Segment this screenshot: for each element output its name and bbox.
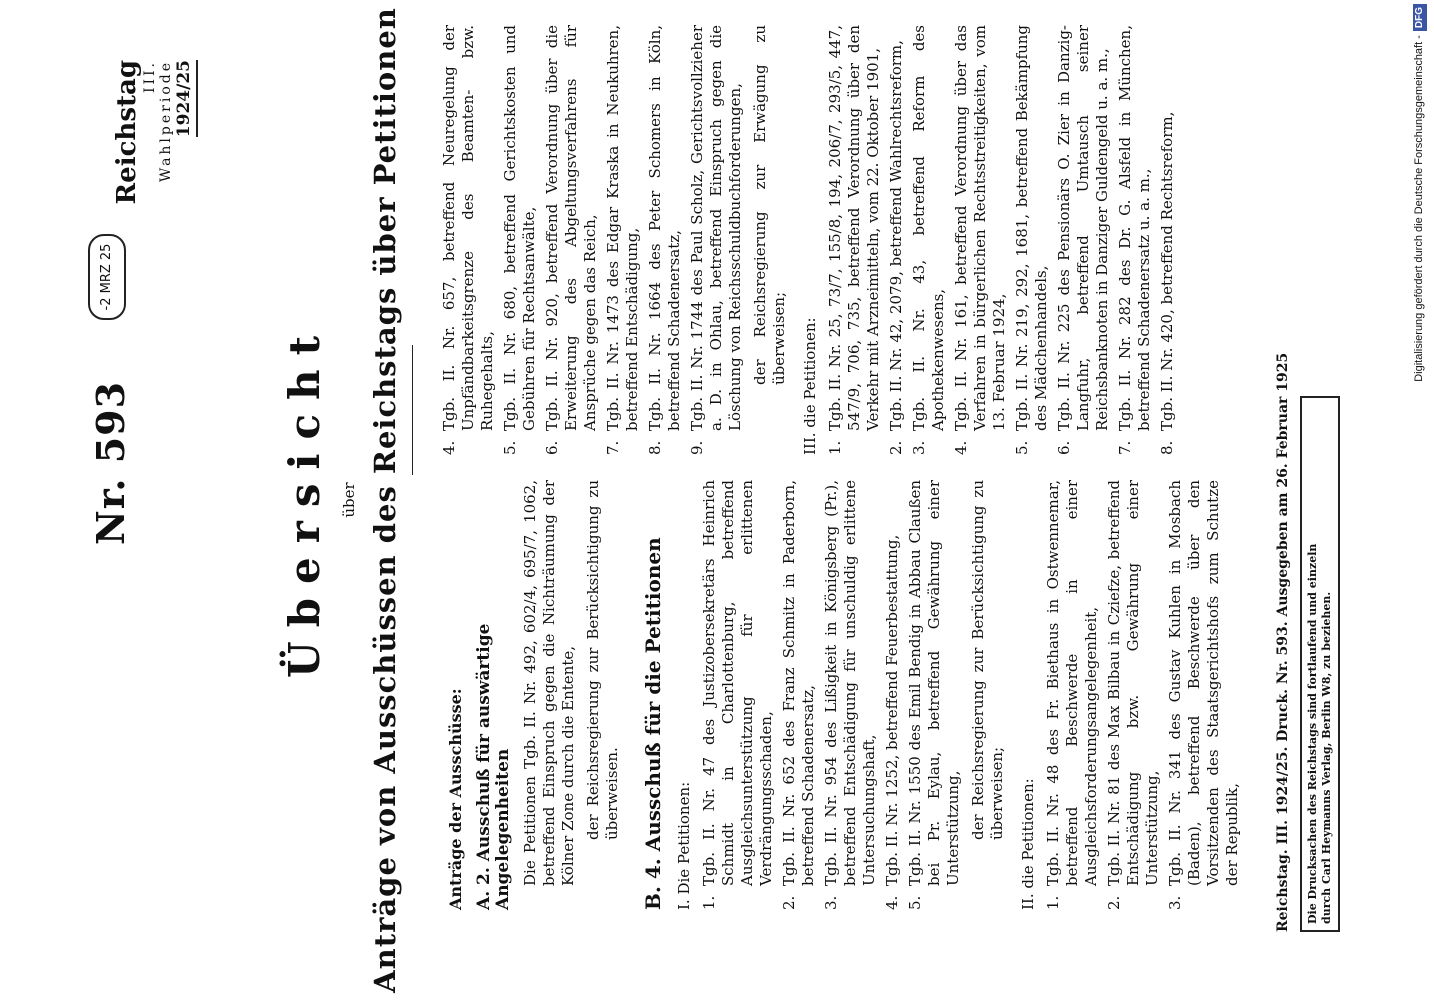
- document-subtitle: Anträge von Ausschüssen des Reichstags über Petitionen: [368, 7, 402, 993]
- document-title: Übersicht: [280, 322, 329, 678]
- b2-list: [1044, 480, 1242, 910]
- right-recommendation: der Reichsregierung zur Erwägung zu überweisen;: [751, 25, 788, 385]
- list-item: [646, 25, 684, 455]
- list-item: [1105, 480, 1162, 910]
- item-text: Tgb. II. Nr. 48 des Fr. Biethaus in Ostwennemar, betreffend Beschwerde in einer Ausgleichsforderungsangelegenheit,: [1044, 480, 1100, 886]
- item-text: Tgb. II. Nr. 657, betreffend Neuregelung der Unpfändbarkeitsgrenze des Beamten- bzw. Ruhegehalts,: [440, 25, 496, 431]
- list-item: [910, 25, 948, 455]
- list-item: [887, 25, 906, 455]
- item-number: 6.: [543, 440, 561, 455]
- item-text: Tgb. II. Nr. 1550 des Emil Bendig in Abbau Claußen bei Pr. Eylau, betreffend Gewährung einer Unterstützung,: [906, 480, 962, 886]
- b1-list: [700, 480, 963, 910]
- item-text: Tgb. II. Nr. 920, betreffend Verordnung über die Erweiterung des Abgeltungsverfahrens für Ansprüche gegen das Reich,: [543, 25, 599, 431]
- list-item: [906, 480, 963, 910]
- b1-heading: I. Die Petitionen:: [675, 781, 693, 910]
- item-text: Tgb. II. Nr. 1473 des Edgar Kraska in Neukuhren, betreffend Entschädigung,: [604, 25, 641, 431]
- side-note: [1408, 4, 1430, 996]
- footer-box-line-1: Die Drucksachen des Reichstags sind fortlaufend und einzeln: [1306, 543, 1319, 924]
- item-number: 5.: [501, 440, 519, 455]
- item-text: Tgb. II. Nr. 47 des Justizobersekretärs Heinrich Schmidt in Charlottenburg, betreffend Ausgleichsunterstützung für erlittenen Verdrängungsschaden,: [700, 480, 775, 886]
- dfg-logo: DFG: [1413, 4, 1427, 31]
- ueber-label: über: [340, 482, 358, 518]
- item-number: 7.: [604, 440, 622, 455]
- item-number: 5.: [1013, 440, 1031, 455]
- item-text: Tgb. II. Nr. 680, betreffend Gerichtskosten und Gebühren für Rechtsanwälte,: [501, 25, 538, 431]
- right-top-list: [440, 25, 745, 455]
- item-number: 7.: [1116, 440, 1134, 455]
- list-item: [688, 25, 745, 455]
- b2-heading: II. die Petitionen:: [1019, 778, 1037, 910]
- document-number: Nr. 593: [88, 380, 133, 545]
- list-item: [440, 25, 497, 455]
- footer-line: Reichstag. III. 1924/25. Druck. Nr. 593. Ausgegeben am 26. Februar 1925: [1275, 352, 1291, 932]
- item-text: Tgb. II. Nr. 652 des Franz Schmitz in Paderborn, betreffend Schadenersatz,: [780, 480, 817, 886]
- wahlperiode-label: III. Wahlperiode: [142, 60, 174, 183]
- item-text: Tgb. II. Nr. 282 des Dr. G. Alsfeld in München, betreffend Schadenersatz u. a. m.,: [1116, 25, 1153, 431]
- list-item: [952, 25, 1009, 455]
- item-number: 4.: [952, 440, 970, 455]
- left-column: [440, 480, 1246, 910]
- side-note-text: Digitalisierung gefördert durch die Deutsche Forschungsgemeinschaft -: [1413, 35, 1425, 382]
- list-item: [1055, 25, 1112, 455]
- list-item: [1116, 25, 1154, 455]
- item-number: 2.: [780, 895, 798, 910]
- item-text: Tgb. II. Nr. 1252, betreffend Feuerbestattung,: [883, 534, 901, 886]
- section-b-heading: B. 4. Ausschuß für die Petitionen: [641, 537, 665, 910]
- item-text: Tgb. II. Nr. 420, betreffend Rechtsreform,: [1158, 111, 1176, 431]
- reichstag-header: [112, 60, 198, 220]
- years-label: 1924/25: [174, 60, 198, 137]
- section-a-text: Die Petitionen Tgb. II. Nr. 492, 602/4, 695/7, 1062, betreffend Einspruch gegen die Nichträumung der Kölner Zone durch die Entente,: [521, 480, 577, 886]
- item-number: 1.: [700, 895, 718, 910]
- item-number: 3.: [822, 895, 840, 910]
- item-text: Tgb. II. Nr. 81 des Max Bilbau in Cziefze, betreffend Entschädigung bzw. Gewährung einer Unterstützung,: [1105, 480, 1161, 886]
- right-column: [440, 25, 1181, 455]
- item-text: Tgb. II. Nr. 42, 2079, betreffend Wahlrechtsreform,: [887, 40, 905, 431]
- list-item: [1166, 480, 1242, 910]
- b3-heading: III. die Petitionen:: [801, 317, 819, 455]
- antraege-heading: Anträge der Ausschüsse:: [446, 688, 465, 910]
- b3-list: [826, 25, 1177, 455]
- section-a-heading: A. 2. Ausschuß für auswärtige Angelegenheiten: [474, 623, 513, 910]
- item-number: 1.: [1044, 895, 1062, 910]
- list-item: [501, 25, 539, 455]
- list-item: [826, 25, 883, 455]
- item-number: 4.: [883, 895, 901, 910]
- item-number: 3.: [1166, 895, 1184, 910]
- list-item: [604, 25, 642, 455]
- list-item: [700, 480, 776, 910]
- divider: [412, 345, 413, 475]
- item-number: 8.: [1158, 440, 1176, 455]
- list-item: [883, 480, 902, 910]
- item-text: Tgb. II. Nr. 25, 73/7, 155/8, 194, 206/7, 293/5, 447, 547/9, 706, 735, betreffend Verordnung über den Verkehr mit Arzneimitteln, vom 22. Oktober 1901,: [826, 25, 882, 431]
- item-text: Tgb. II. Nr. 341 des Gustav Kuhlen in Mosbach (Baden), betreffend Beschwerde über den Vorsitzenden des Staatsgerichtshofs zum Schutze der Republik,: [1166, 480, 1241, 886]
- list-item: [1013, 25, 1051, 455]
- item-number: 2.: [1105, 895, 1123, 910]
- list-item: [822, 480, 879, 910]
- reichstag-label: Reichstag: [112, 60, 142, 205]
- list-item: [543, 25, 600, 455]
- list-item: [780, 480, 818, 910]
- footer-box: [1300, 396, 1340, 932]
- item-text: Tgb. II. Nr. 1744 des Paul Scholz, Gerichtsvollzieher a. D. in Ohlau, betreffend Einspruch gegen die Löschung von Reichsschuldbuchforderungen,: [688, 25, 744, 431]
- section-a-recommendation: der Reichsregierung zur Berücksichtigung zu überweisen.: [584, 480, 621, 840]
- footer-box-line-2: durch Carl Heymanns Verlag, Berlin W8, zu beziehen.: [1320, 591, 1333, 924]
- item-text: Tgb. II. Nr. 219, 292, 1681, betreffend Bekämpfung des Mädchenhandels,: [1013, 25, 1050, 431]
- item-number: 4.: [440, 440, 458, 455]
- item-number: 2.: [887, 440, 905, 455]
- item-text: Tgb. II. Nr. 43, betreffend Reform des Apothekenwesens,: [910, 25, 947, 431]
- item-number: 5.: [906, 895, 924, 910]
- item-number: 3.: [910, 440, 928, 455]
- list-item: [1044, 480, 1101, 910]
- item-number: 6.: [1055, 440, 1073, 455]
- item-text: Tgb. II. Nr. 225 des Pensionärs O. Zier in Danzig-Langfuhr, betreffend Umtausch seiner Reichsbanknoten in Danziger Guldengeld u. a. m.,: [1055, 25, 1111, 431]
- item-number: 1.: [826, 440, 844, 455]
- item-text: Tgb. II. Nr. 1664 des Peter Schomers in Köln, betreffend Schadenersatz,: [646, 25, 683, 431]
- received-stamp: -2 MRZ 25: [88, 234, 126, 320]
- item-text: Tgb. II. Nr. 954 des Lißigkeit in Königsberg (Pr.), betreffend Entschädigung für unschuldig erlittene Untersuchungshaft,: [822, 480, 878, 886]
- item-text: Tgb. II. Nr. 161, betreffend Verordnung über das Verfahren in bürgerlichen Rechtsstreitigkeiten, vom 13. Februar 1924,: [952, 25, 1008, 431]
- list-item: [1158, 25, 1177, 455]
- item-number: 8.: [646, 440, 664, 455]
- b1-recommendation: der Reichsregierung zur Berücksichtigung zu überweisen;: [969, 480, 1006, 840]
- item-number: 9.: [688, 440, 706, 455]
